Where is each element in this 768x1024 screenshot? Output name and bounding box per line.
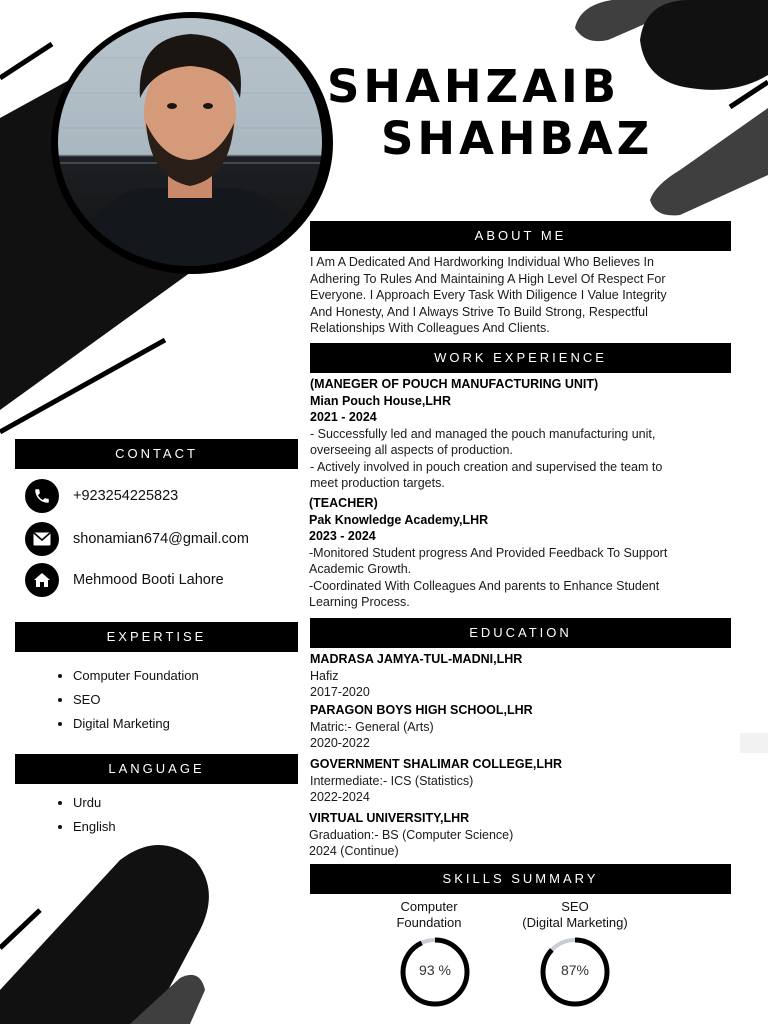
deco-right-gray-pill: [650, 108, 768, 215]
skill-name-line: Foundation: [396, 915, 462, 930]
education-school: VIRTUAL UNIVERSITY,LHR: [309, 811, 470, 825]
deco-line-4: [0, 910, 40, 948]
skill-name-line: Computer: [400, 899, 458, 914]
education-years: 2017-2020: [310, 685, 370, 699]
education-detail: Matric:- General (Arts): [310, 719, 434, 734]
about-text: [310, 254, 740, 337]
work-line: overseeing all aspects of production.: [310, 443, 513, 457]
phone-icon: [25, 479, 59, 513]
education-detail: Graduation:- BS (Computer Science): [309, 827, 514, 842]
deco-top-right-black-blob: [640, 0, 768, 90]
work-role: (MANEGER OF POUCH MANUFACTURING UNIT): [310, 377, 599, 391]
skill-name-line: (Digital Marketing): [522, 915, 628, 930]
expertise-list: [58, 666, 199, 738]
profile-photo-illustration: [58, 18, 322, 266]
work-item: [310, 376, 750, 492]
skill-name: [505, 899, 645, 931]
work-period: 2021 - 2024: [310, 410, 377, 424]
work-line: Academic Growth.: [309, 562, 412, 576]
education-years: 2024 (Continue): [309, 844, 399, 858]
about-line: Relationships With Colleagues And Clients.: [310, 321, 550, 335]
deco-line-1: [0, 44, 52, 78]
name-last: SHAHBAZ: [381, 112, 654, 165]
list-item: • English: [73, 817, 116, 841]
education-item: [309, 810, 739, 860]
skill-percent: 93 %: [419, 962, 451, 978]
work-role: (TEACHER): [309, 496, 378, 510]
contact-address: [25, 563, 224, 597]
work-company: Mian Pouch House,LHR: [310, 393, 451, 408]
profile-photo: [58, 18, 322, 266]
work-line: Learning Process.: [309, 595, 410, 609]
contact-email: [25, 522, 249, 556]
skill-name: [379, 899, 479, 931]
work-line: -Coordinated With Colleagues And parents to Enhance Student: [309, 578, 660, 593]
list-item: • Urdu: [73, 793, 116, 817]
education-item: [310, 702, 740, 752]
work-company: Pak Knowledge Academy,LHR: [309, 512, 489, 527]
contact-email-text[interactable]: shonamian674@gmail.com: [73, 531, 249, 547]
work-line: -Monitored Student progress And Provided Feedback To Support: [309, 545, 668, 560]
work-period: 2023 - 2024: [309, 529, 376, 543]
skill-name-line: SEO: [561, 899, 589, 914]
about-line: Everyone. I Approach Every Task With Diligence I Value Integrity: [310, 288, 667, 302]
education-heading: EDUCATION: [310, 618, 731, 648]
skill-percent: 87%: [560, 962, 590, 978]
home-icon: [25, 563, 59, 597]
education-detail: Intermediate:- ICS (Statistics): [310, 773, 474, 788]
education-item: [310, 651, 740, 701]
envelope-icon: [25, 522, 59, 556]
deco-right-light-rect: [740, 733, 768, 753]
education-school: GOVERNMENT SHALIMAR COLLEGE,LHR: [310, 757, 563, 771]
about-line: And Honesty, And I Always Strive To Build Strong, Respectful: [310, 304, 648, 319]
contact-phone: [25, 479, 178, 513]
expertise-heading: EXPERTISE: [15, 622, 298, 652]
language-list: [58, 793, 116, 841]
list-item: • Computer Foundation: [73, 666, 199, 690]
contact-address-text: Mehmood Booti Lahore: [73, 572, 224, 588]
about-line: Adhering To Rules And Maintaining A High Level Of Respect For: [310, 271, 666, 286]
contact-heading: CONTACT: [15, 439, 298, 469]
about-line: I Am A Dedicated And Hardworking Individual Who Believes In: [310, 255, 654, 269]
work-item: [309, 495, 749, 611]
about-heading: ABOUT ME: [310, 221, 731, 251]
education-item: [310, 756, 740, 806]
skills-heading: SKILLS SUMMARY: [310, 864, 731, 894]
education-school: PARAGON BOYS HIGH SCHOOL,LHR: [310, 703, 533, 717]
list-item: • Digital Marketing: [73, 714, 199, 738]
work-line: - Successfully led and managed the pouch manufacturing unit,: [310, 426, 656, 441]
work-line: meet production targets.: [310, 476, 445, 490]
contact-phone-text[interactable]: +923254225823: [73, 488, 179, 504]
list-item: • SEO: [73, 690, 199, 714]
education-detail: Hafiz: [310, 668, 339, 683]
education-school: MADRASA JAMYA-TUL-MADNI,LHR: [310, 652, 523, 666]
education-years: 2020-2022: [310, 736, 370, 750]
name-first: SHAHZAIB: [327, 60, 621, 113]
work-heading: WORK EXPERIENCE: [310, 343, 731, 373]
language-heading: LANGUAGE: [15, 754, 298, 784]
education-years: 2022-2024: [310, 790, 370, 804]
work-line: - Actively involved in pouch creation and supervised the team to: [310, 459, 663, 474]
